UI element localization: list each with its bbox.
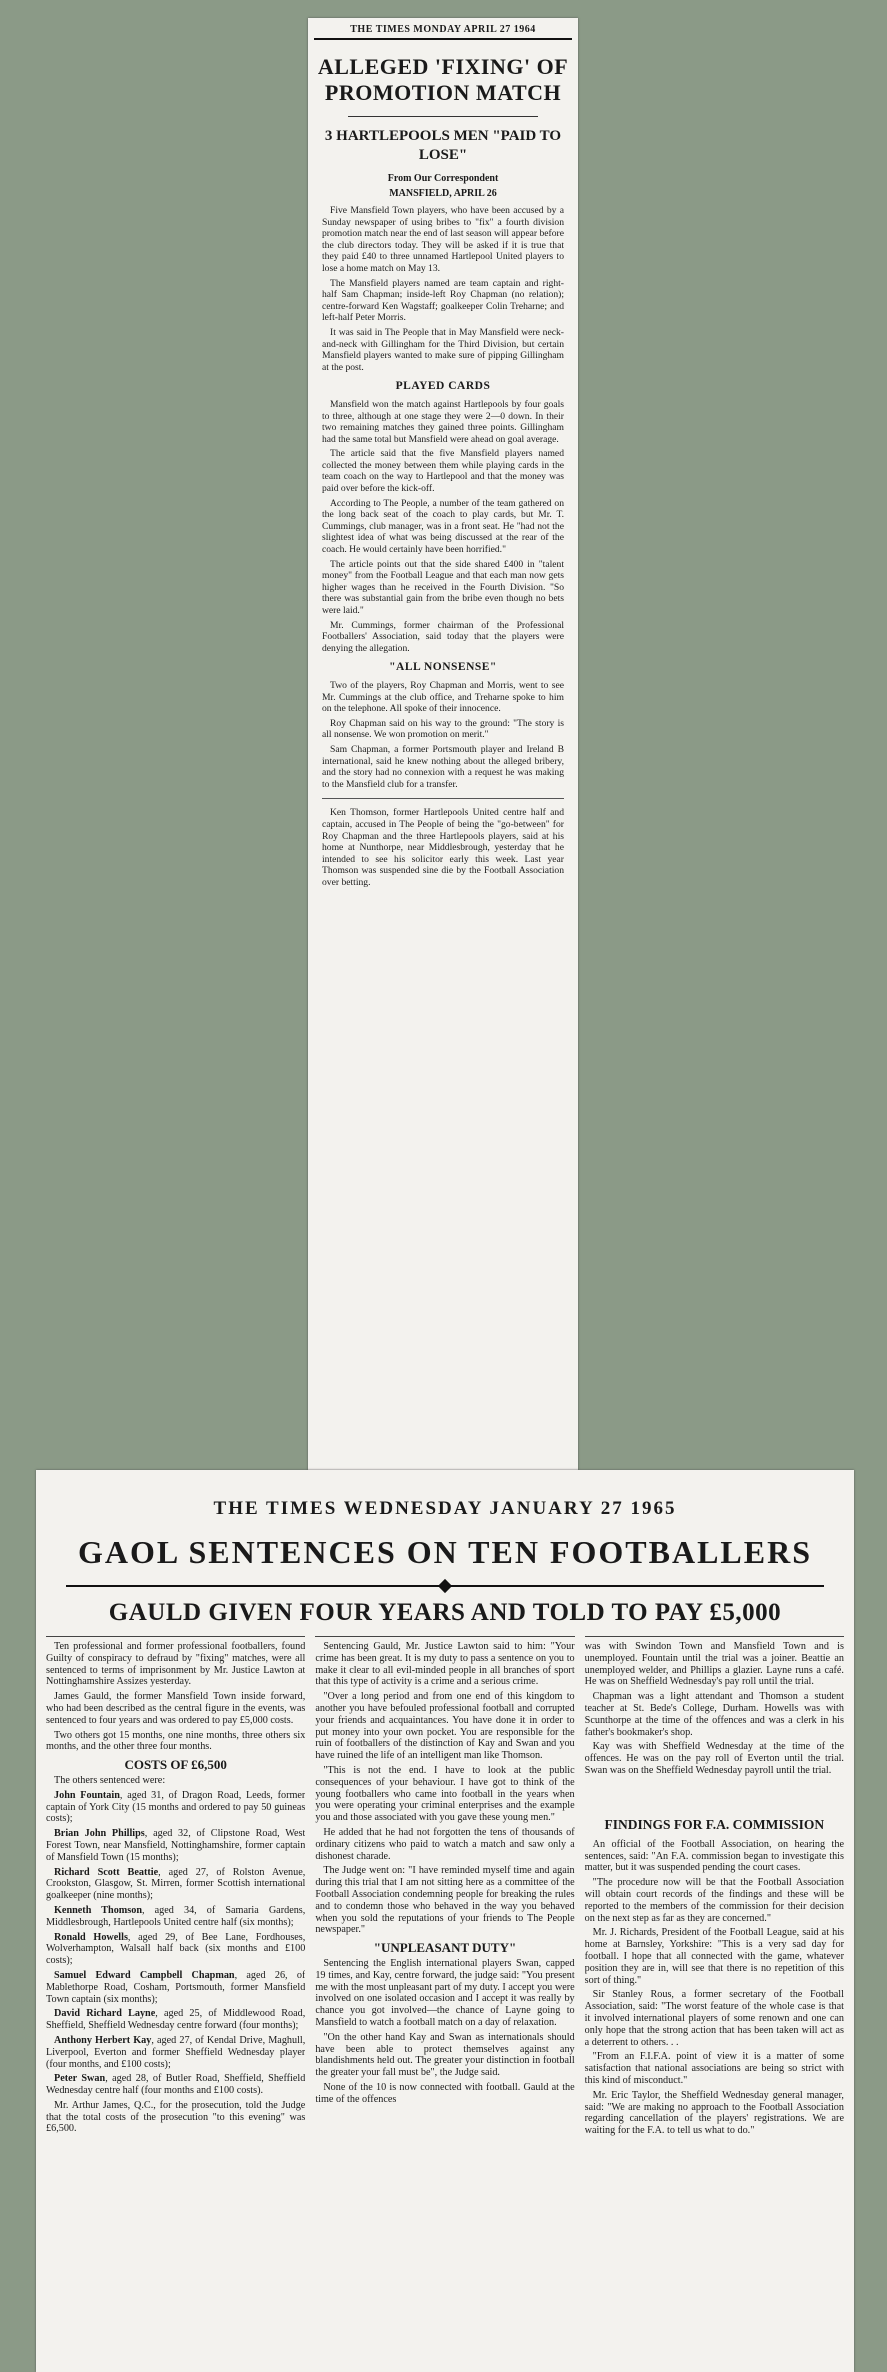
paragraph: Five Mansfield Town players, who have been accused by a Sunday newspaper of using bribes to "fix" a fourth division promotion match near the end of last season will appear before the club directors today. They will be asked if it is true that they paid £40 to three unnamed Hartlepool United players to lose a home match on May 13.	[322, 205, 564, 274]
paragraph: "The procedure now will be that the Football Association will obtain court records of the findings and these will be reported to the members of the commission for their decision on the next step as far as they are concerned."	[584, 1877, 844, 1924]
dateline: MANSFIELD, APRIL 26	[389, 188, 497, 199]
sentenced-item	[46, 1828, 305, 1863]
divider	[348, 116, 538, 117]
defendant-detail: , aged 25, of Middlewood Road, Sheffield, Sheffield Wednesday centre forward (four months);	[46, 2008, 306, 2032]
sentenced-item	[46, 1932, 305, 1967]
sentenced-item	[46, 1867, 305, 1902]
paragraph: James Gauld, the former Mansfield Town inside forward, who had been described as the central figure in the events, was sentenced to four years and was ordered to pay £5,000 costs.	[46, 1691, 306, 1726]
paragraph: Chapman was a light attendant and Thomson a student teacher at St. Bede's College, Durham. Howells was with Scunthorpe at the time of the offences and was a clerk in his father's bookmaker's shop.	[584, 1691, 844, 1738]
diamond-ornament-icon	[438, 1579, 452, 1593]
article-columns	[46, 1636, 844, 2364]
section-heading-findings: FINDINGS FOR F.A. COMMISSION	[604, 1816, 825, 1832]
section-heading-played-cards: PLAYED CARDS	[395, 380, 491, 393]
paragraph: An official of the Football Association, on hearing the sentences, said: "An F.A. commission began to investigate this matter, but it was suspended pending the court cases.	[584, 1838, 844, 1874]
defendant-name: Anthony Herbert Kay	[54, 2034, 152, 2046]
paragraph: The article points out that the side shared £400 in "talent money" from the Football League and that each man now gets higher wages than he received in the Fourth Division. "So there was substantial gain from the bribe even though no bets were laid."	[322, 558, 564, 616]
section-heading-all-nonsense: "ALL NONSENSE"	[389, 661, 497, 674]
clipping-1965	[36, 1470, 854, 2372]
section-heading-unpleasant-duty: "UNPLEASANT DUTY"	[373, 1940, 517, 1956]
paragraph: Ten professional and former professional footballers, found Guilty of conspiracy to defraud by "fixing" matches, were all sentenced to terms of imprisonment by Mr. Justice Lawton at Nottinghamshire Assizes yesterday.	[46, 1641, 306, 1688]
column-2	[315, 1636, 574, 2364]
defendant-detail: , aged 27, of Kendal Drive, Maghull, Liverpool, Everton and former Sheffield Wednesday player (four months, and £100 costs);	[46, 2034, 306, 2070]
defendant-name: Kenneth Thomson	[54, 1904, 143, 1916]
paragraph: Ken Thomson, former Hartlepools United centre half and captain, accused in The People of being the "go-between" for Roy Chapman and the three Hartlepools players, said at his home at Nunthorpe, near Middlesbrough, yesterday that he intended to see his solicitor early this week. Last year Thomson was suspended sine die by the Football Association over betting.	[322, 807, 564, 888]
sentenced-item	[46, 2073, 305, 2097]
paragraph: The Judge went on: "I have reminded myself time and again during this trial that I am not sitting here as a committee of the Football Association condemning people for breaking the rules and to condemn those who behaved in the way you behaved when you sold the reputations of your friends to The People newspaper."	[315, 1865, 575, 1936]
sentenced-item	[46, 1970, 305, 2005]
defendant-name: Samuel Edward Campbell Chapman	[54, 1969, 235, 1981]
paragraph: It was said in The People that in May Mansfield were neck-and-neck with Gillingham for the Third Division, but certain Mansfield players wanted to make sure of pipping Gillingham at the post.	[322, 326, 564, 373]
divider	[585, 1636, 844, 1637]
subheadline-1965: GAULD GIVEN FOUR YEARS AND TOLD TO PAY £5,000	[108, 1599, 782, 1626]
clipping-1964	[308, 18, 578, 1473]
paragraph: He added that he had not forgotten the tens of thousands of ordinary citizens who paid to watch a match and saw only a dishonest charade.	[315, 1826, 575, 1862]
subheadline-1964: 3 HARTLEPOOLS MEN "PAID TO LOSE"	[324, 128, 562, 163]
defendant-name: Peter Swan	[54, 2073, 106, 2085]
byline: From Our Correspondent	[387, 173, 499, 184]
defendant-detail: , aged 32, of Clipstone Road, West Forest Town, near Mansfield, Nottinghamshire, former captain of Mansfield Town (15 months);	[46, 1828, 306, 1863]
masthead-1964: THE TIMES MONDAY APRIL 27 1964	[314, 24, 572, 40]
defendant-detail: , aged 29, of Bee Lane, Fordhouses, Wolverhampton, Walsall half back (six months and £100 costs);	[46, 1931, 306, 1967]
paragraph: "From an F.I.F.A. point of view it is a matter of some satisfaction that national associations are being so strict with this kind of misconduct."	[584, 2051, 844, 2086]
sentenced-item	[46, 2035, 305, 2070]
section-heading-costs: COSTS OF £6,500	[124, 1757, 227, 1773]
paragraph: Mr. Cummings, former chairman of the Professional Footballers' Association, said today that the players were denying the allegation.	[322, 619, 564, 654]
paragraph: Mr. Eric Taylor, the Sheffield Wednesday general manager, said: "We are making no approach to the Football Association regarding cancellation of the players' registrations. We are waiting for the F.A. to tell us what to do."	[584, 2089, 844, 2137]
paragraph: Mr. J. Richards, President of the Football League, said at his home at Barnsley, Yorkshire: "This is a very sad day for football. I hope that all connected with the game, whatever position they are in, will see that there is no repetition of this sort of thing."	[584, 1927, 844, 1986]
defendant-name: Brian John Phillips	[54, 1828, 145, 1840]
paragraph: Two of the players, Roy Chapman and Morris, went to see Mr. Cummings at the club office, and Treharne spoke to him on the telephone. All spoke of their innocence.	[322, 679, 564, 715]
paragraph: "Over a long period and from one end of this kingdom to another you have befouled professional football and corrupted your friends and acquaintances. You have done it in order to put money into your own pocket. You are responsible for the ruin of footballers of the distinction of Kay and Swan and you have ruined the life of an intelligent man like Thomson.	[315, 1691, 575, 1762]
divider	[46, 1636, 305, 1637]
divider	[315, 1636, 574, 1637]
paragraph: The Mansfield players named are team captain and right-half Sam Chapman; inside-left Roy Chapman (no relation); centre-forward Ken Wagstaff; goalkeeper Colin Treharne; and left-half Peter Morris.	[322, 277, 564, 324]
paragraph: According to The People, a number of the team gathered on the long back seat of the coach to play cards, but Mr. T. Cummings, club manager, was in a front seat. He "had not the slightest idea of what was being discussed at the rear of the coach. He would certainly have been horrified."	[322, 497, 564, 556]
headline-1964: ALLEGED 'FIXING' OF PROMOTION MATCH	[317, 54, 569, 105]
defendant-detail: , aged 26, of Mablethorpe Road, Cosham, Portsmouth, former Mansfield Town captain (six months);	[46, 1969, 306, 2005]
paragraph: "This is not the end. I have to look at the public consequences of your behaviour. I have got to think of the young footballers who came into football in the years when you were operating your criminal enterprises and the example you and those associated with you gave these young men."	[315, 1764, 575, 1824]
paragraph: Sir Stanley Rous, a former secretary of the Football Association, said: "The worst feature of the whole case is that it involved international players of some renown and one can only hope that the strong action that has been taken will act as a deterrent to others. . .	[584, 1989, 844, 2048]
column-1	[46, 1636, 305, 2364]
paragraph: Mansfield won the match against Hartlepools by four goals to three, although at one stage they were 2—0 down. In their two remaining matches they gained three points. Gillingham had the same total but Mansfield were ahead on goal average.	[322, 398, 564, 445]
sentenced-item	[46, 1790, 305, 1825]
defendant-name: John Fountain	[54, 1789, 120, 1801]
paragraph: Roy Chapman said on his way to the ground: "The story is all nonsense. We won promotion on merit."	[322, 717, 564, 741]
headline-1965: GAOL SENTENCES ON TEN FOOTBALLERS	[77, 1534, 813, 1570]
masthead-1965: THE TIMES WEDNESDAY JANUARY 27 1965	[213, 1498, 677, 1519]
paragraph: The others sentenced were:	[54, 1774, 166, 1786]
defendant-name: David Richard Layne	[54, 2008, 156, 2020]
paragraph: Sentencing Gauld, Mr. Justice Lawton said to him: "Your crime has been great. It is my duty to pass a sentence on you to make it clear to all evil-minded people in all branches of sport that this type of activity is a crime and a serious crime.	[315, 1641, 575, 1688]
defendant-detail: , aged 28, of Butler Road, Sheffield, Sheffield Wednesday centre half (four months and £100 costs).	[46, 2073, 306, 2097]
column-3	[585, 1636, 844, 2364]
paragraph: Sam Chapman, a former Portsmouth player and Ireland B international, said he knew nothing about the alleged bribery, and the story had no connexion with a request he was making to the Mansfield club for a transfer.	[322, 743, 564, 790]
paragraph: Two others got 15 months, one nine months, three others six months, and the other three four months.	[46, 1729, 306, 1753]
defendant-name: Richard Scott Beattie	[54, 1866, 159, 1878]
paragraph: None of the 10 is now connected with football. Gauld at the time of the offences	[315, 2081, 575, 2105]
defendant-detail: , aged 34, of Samaria Gardens, Middlesbrough, Hartlepools United centre half (six months);	[46, 1904, 306, 1928]
defendant-detail: , aged 27, of Rolston Avenue, Crookston, Glasgow, St. Mirren, former Scottish international goalkeeper (nine months);	[46, 1866, 306, 1902]
divider	[322, 798, 564, 799]
article-body-1964	[322, 205, 564, 888]
paragraph: Sentencing the English international players Swan, capped 19 times, and Kay, centre forward, the judge said: "You present me with the most unpleasant part of my duty. I accept you were involved on one isolated occasion and I accept it was really by chance you got involved—the chance of Layne going to Mansfield to watch a football match on a day of relaxation.	[315, 1957, 575, 2028]
paragraph: Kay was with Sheffield Wednesday at the time of the offences. He was on the pay roll of Everton until the trial. Swan was on the Sheffield Wednesday payroll until the trial.	[584, 1741, 844, 1776]
divider	[66, 1585, 824, 1587]
paragraph: The article said that the five Mansfield players named collected the money between them while playing cards in the team coach on the way to Hartlepool and that the money was paid over before the kick-off.	[322, 448, 564, 495]
sentenced-item	[46, 1905, 305, 1929]
paragraph: was with Swindon Town and Mansfield Town and is unemployed. Fountain until the trial was a joiner. Beattie an unemployed welder, and Phillips a glazier. Layne runs a café. He was on Sheffield Wednesday's pay roll until the trial.	[584, 1641, 844, 1688]
defendant-detail: , aged 31, of Dragon Road, Leeds, former captain of York City (15 months and ordered to pay 50 guineas costs);	[46, 1789, 306, 1825]
paragraph: "On the other hand Kay and Swan as internationals should have been able to protect themselves against any blandishments held out. The greater your distinction in football the greater your fall must be", the Judge said.	[315, 2031, 575, 2079]
sentenced-item	[46, 2008, 305, 2032]
defendant-name: Ronald Howells	[54, 1931, 128, 1943]
paragraph: Mr. Arthur James, Q.C., for the prosecution, told the Judge that the total costs of the prosecution "to this evening" was £6,500.	[46, 2099, 306, 2135]
